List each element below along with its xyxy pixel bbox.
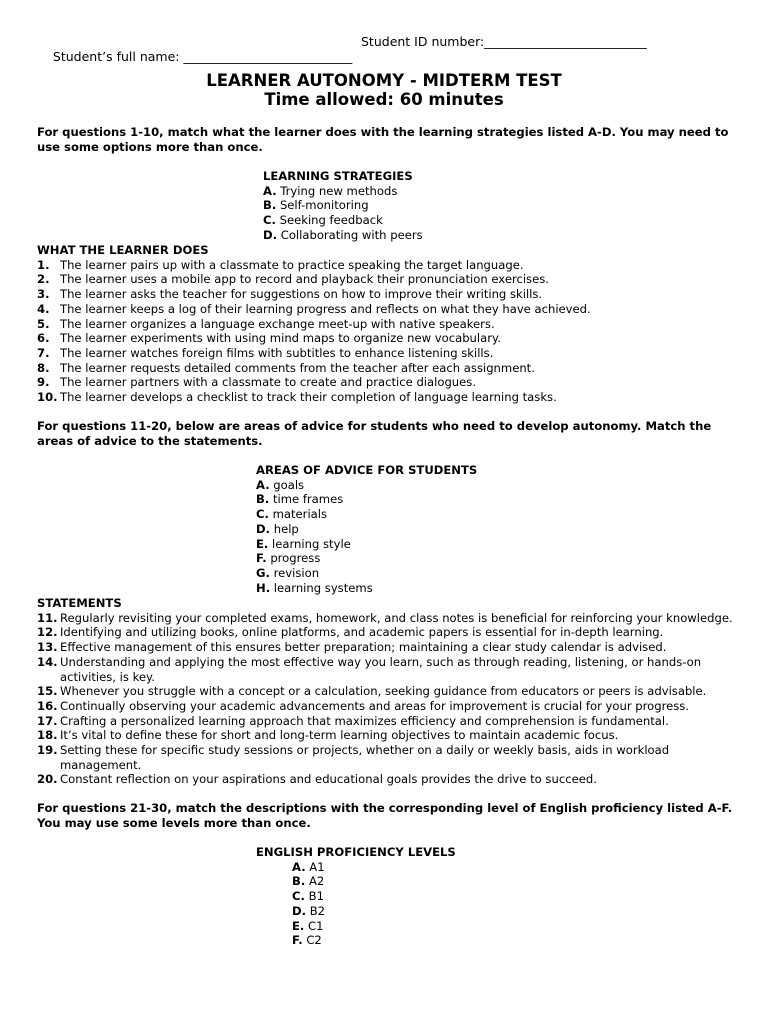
question-number: 5. <box>37 316 50 331</box>
student-name-field[interactable]: Student’s full name: ___________________________ <box>52 48 353 64</box>
question-number: 11. <box>37 610 58 625</box>
question-item <box>37 287 737 302</box>
option-letter: H. <box>256 580 271 595</box>
question-text: Setting these for specific study sessions or projects, whether on a daily or weekly basis, aids in workload management. <box>60 743 670 772</box>
question-item <box>37 772 737 787</box>
section2-item-list <box>37 611 737 787</box>
option-item <box>256 478 656 493</box>
option-letter: F. <box>292 933 303 948</box>
section2-options-heading: AREAS OF ADVICE FOR STUDENTS <box>256 463 478 477</box>
option-text: time frames <box>272 492 344 507</box>
option-letter: A. <box>256 477 270 492</box>
section1-option-list <box>263 184 663 243</box>
question-number: 18. <box>37 728 58 743</box>
option-text: learning style <box>272 536 351 551</box>
question-item <box>37 611 737 626</box>
section2-items-heading: STATEMENTS <box>37 596 122 610</box>
question-item <box>37 361 737 376</box>
question-text: The learner pairs up with a classmate to practice speaking the target language. <box>60 257 524 272</box>
student-id-field[interactable]: Student ID number:__________________________ <box>361 34 647 49</box>
question-number: 12. <box>37 625 58 640</box>
question-item <box>37 684 737 699</box>
option-letter: E. <box>292 918 305 933</box>
option-item <box>292 933 656 948</box>
question-text: The learner keeps a log of their learning progress and reflects on what they have achieved. <box>60 301 591 316</box>
question-number: 15. <box>37 684 58 699</box>
option-letter: B. <box>256 492 270 507</box>
question-text: It’s vital to define these for short and long-term learning objectives to maintain academic focus. <box>60 728 619 743</box>
option-letter: D. <box>263 227 278 242</box>
question-number: 4. <box>37 301 50 316</box>
question-number: 13. <box>37 640 58 655</box>
option-item <box>263 184 663 199</box>
option-letter: B. <box>263 198 277 213</box>
question-text: Continually observing your academic advancements and areas for improvement is crucial for your progress. <box>60 698 690 713</box>
question-item <box>37 625 737 640</box>
option-text: C2 <box>306 933 322 948</box>
question-text: The learner watches foreign films with subtitles to enhance listening skills. <box>60 345 494 360</box>
section1-items <box>37 243 737 405</box>
question-text: Understanding and applying the most effective way you learn, such as through reading, listening, or hands-on activities, is key. <box>60 654 702 684</box>
option-text: help <box>273 521 299 536</box>
question-item <box>37 714 737 729</box>
question-item <box>37 302 737 317</box>
question-number: 14. <box>37 654 58 669</box>
question-number: 10. <box>37 390 58 405</box>
question-number: 20. <box>37 772 58 787</box>
option-letter: C. <box>292 889 305 904</box>
section3-options <box>256 845 656 948</box>
question-text: Identifying and utilizing books, online platforms, and academic papers is essential for in-depth learning. <box>60 625 664 640</box>
option-letter: A. <box>292 859 306 874</box>
question-item <box>37 743 737 772</box>
question-number: 2. <box>37 272 50 287</box>
question-text: Whenever you struggle with a concept or a calculation, seeking guidance from educators or peers is advisable. <box>60 684 707 699</box>
question-item <box>37 390 737 405</box>
question-text: The learner asks the teacher for suggestions on how to improve their writing skills. <box>60 287 543 302</box>
option-letter: G. <box>256 565 270 580</box>
question-text: The learner organizes a language exchange meet-up with native speakers. <box>60 316 495 331</box>
option-letter: F. <box>256 551 267 566</box>
question-text: The learner partners with a classmate to create and practice dialogues. <box>60 375 477 390</box>
option-item <box>292 874 656 889</box>
question-text: Crafting a personalized learning approach that maximizes efficiency and comprehension is fundamental. <box>60 713 669 728</box>
option-letter: B. <box>292 874 306 889</box>
option-item <box>292 904 656 919</box>
option-text: B2 <box>309 903 326 918</box>
page-title <box>0 71 768 109</box>
question-item <box>37 699 737 714</box>
question-number: 7. <box>37 345 50 360</box>
option-item <box>256 492 656 507</box>
question-number: 8. <box>37 360 50 375</box>
question-item <box>37 331 737 346</box>
question-text: The learner uses a mobile app to record and playback their pronunciation exercises. <box>60 272 549 287</box>
question-text: The learner requests detailed comments from the teacher after each assignment. <box>60 360 535 375</box>
test-title: LEARNER AUTONOMY - MIDTERM TEST <box>206 71 562 90</box>
option-item <box>256 566 656 581</box>
section1-item-list <box>37 258 737 405</box>
question-number: 9. <box>37 375 50 390</box>
question-number: 16. <box>37 698 58 713</box>
option-item <box>256 551 656 566</box>
option-text: A2 <box>308 874 325 889</box>
question-item <box>37 346 737 361</box>
question-item <box>37 728 737 743</box>
option-item <box>263 213 663 228</box>
option-text: revision <box>273 565 320 580</box>
option-letter: C. <box>263 213 276 228</box>
question-item <box>37 258 737 273</box>
option-letter: C. <box>256 507 269 522</box>
section2-options <box>256 463 656 595</box>
option-text: B1 <box>308 889 324 904</box>
option-item <box>256 581 656 596</box>
section1-instruction: For questions 1-10, match what the learner does with the learning strategies listed A-D. You may need to use some options more than once. <box>37 125 729 154</box>
option-item <box>256 537 656 552</box>
time-allowed: Time allowed: 60 minutes <box>264 90 504 109</box>
option-text: Collaborating with peers <box>280 227 423 242</box>
option-item <box>256 507 656 522</box>
question-item <box>37 317 737 332</box>
question-text: Constant reflection on your aspirations and educational goals provides the drive to succeed. <box>60 772 597 787</box>
section1-options <box>263 169 663 243</box>
option-letter: A. <box>263 183 277 198</box>
option-item <box>292 860 656 875</box>
section1-items-heading: WHAT THE LEARNER DOES <box>37 243 209 257</box>
option-letter: D. <box>292 903 307 918</box>
section3-instruction: For questions 21-30, match the descriptions with the corresponding level of English proficiency listed A-F. You may use some levels more than once. <box>37 801 733 830</box>
section3-option-list <box>256 860 656 948</box>
option-letter: D. <box>256 521 271 536</box>
question-item <box>37 655 737 684</box>
question-item <box>37 640 737 655</box>
option-letter: E. <box>256 536 269 551</box>
question-text: Regularly revisiting your completed exams, homework, and class notes is beneficial for reinforcing your knowledge. <box>60 610 733 625</box>
option-text: goals <box>273 477 305 492</box>
option-item <box>292 889 656 904</box>
option-text: materials <box>272 507 328 522</box>
section2-instruction: For questions 11-20, below are areas of advice for students who need to develop autonomy. Match the areas of advice to the statements. <box>37 419 712 448</box>
question-number: 6. <box>37 331 50 346</box>
section2-items <box>37 596 737 787</box>
question-number: 1. <box>37 257 50 272</box>
section1-options-heading: LEARNING STRATEGIES <box>263 169 413 183</box>
question-item <box>37 272 737 287</box>
question-text: The learner develops a checklist to track their completion of language learning tasks. <box>60 390 557 405</box>
section2-option-list <box>256 478 656 596</box>
question-number: 19. <box>37 743 58 758</box>
option-text: Trying new methods <box>280 183 398 198</box>
option-item <box>292 919 656 934</box>
section3-options-heading: ENGLISH PROFICIENCY LEVELS <box>256 845 456 859</box>
option-text: progress <box>270 551 321 566</box>
option-text: C1 <box>308 918 324 933</box>
question-number: 3. <box>37 287 50 302</box>
option-text: Self-monitoring <box>279 198 369 213</box>
option-item <box>263 198 663 213</box>
option-item <box>263 228 663 243</box>
question-text: The learner experiments with using mind maps to organize new vocabulary. <box>60 331 501 346</box>
option-item <box>256 522 656 537</box>
option-text: learning systems <box>273 580 373 595</box>
question-text: Effective management of this ensures better preparation; maintaining a clear study calendar is advised. <box>60 640 667 655</box>
question-number: 17. <box>37 713 58 728</box>
question-item <box>37 375 737 390</box>
option-text: Seeking feedback <box>279 213 383 228</box>
option-text: A1 <box>309 859 325 874</box>
